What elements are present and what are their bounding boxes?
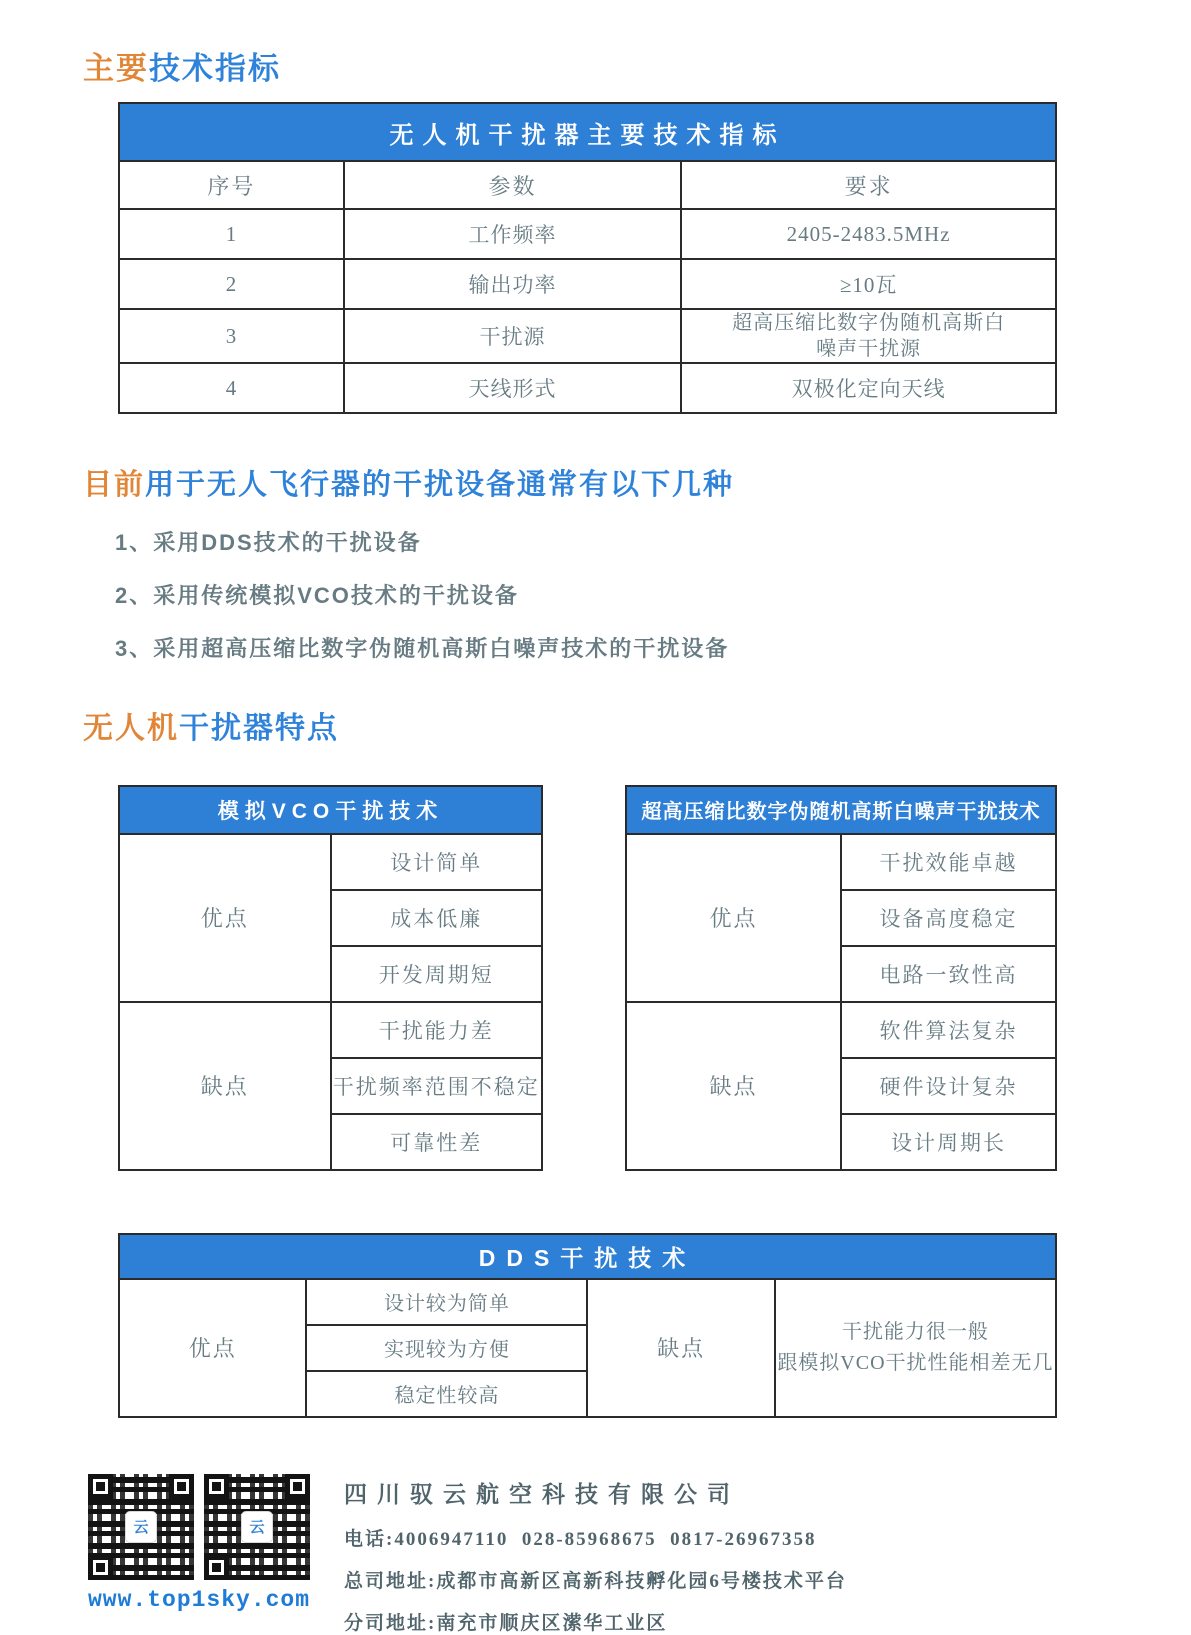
list-item: 1、采用DDS技术的干扰设备: [115, 529, 422, 555]
pros-label: 优点: [119, 1279, 306, 1417]
cons-label: 缺点: [119, 1002, 331, 1170]
pros-item: 设计较为简单: [306, 1279, 587, 1325]
topsky-logo-icon: [241, 1511, 273, 1543]
qr-finder-pattern: [285, 1474, 310, 1499]
cell-index: 4: [119, 363, 344, 413]
section-title-types: [83, 470, 1191, 502]
jammer-type-list: [115, 528, 1191, 664]
qr-finder-pattern: [204, 1474, 229, 1499]
cell-requirement: 双极化定向天线: [681, 363, 1056, 413]
qr-finder-pattern: [88, 1555, 113, 1580]
section-title-types-rest: 用于无人飞行器的干扰设备通常有以下几种: [145, 469, 735, 502]
pros-item: 成本低廉: [331, 890, 543, 946]
pros-item: 设备高度稳定: [841, 890, 1056, 946]
cons-item: 干扰能力差: [331, 1002, 543, 1058]
table-row: [119, 363, 1056, 413]
cons-label: 缺点: [626, 1002, 841, 1170]
qr-finder-pattern: [169, 1474, 194, 1499]
section-title-specs-highlight: 主要: [83, 51, 149, 86]
qr-finder-pattern: [204, 1555, 229, 1580]
section-title-types-highlight: 目前: [83, 469, 146, 502]
cons-item: [775, 1279, 1056, 1417]
spec-col-index: 序号: [119, 161, 344, 209]
section-title-features-highlight: 无人机: [83, 711, 179, 745]
qr-finder-pattern: [88, 1474, 113, 1499]
footer-company-info: [344, 1474, 847, 1635]
table-row: [119, 1002, 542, 1058]
list-item: 2、采用传统模拟VCO技术的干扰设备: [115, 582, 519, 608]
cell-requirement: ≥10瓦: [681, 259, 1056, 309]
qr-code-icon: [88, 1474, 194, 1580]
pros-item: 设计简单: [331, 834, 543, 890]
section-title-features-rest: 干扰器特点: [179, 711, 339, 745]
cell-requirement-text: 超高压缩比数字伪随机高斯白噪声干扰源: [732, 312, 1006, 361]
table-row: [119, 1279, 1056, 1325]
feature-tables-row: [118, 785, 1191, 1171]
phone-line: 电话:4006947110 028-85968675 0817-26967358: [344, 1528, 817, 1550]
table-row: [119, 259, 1056, 309]
footer: [88, 1474, 1191, 1635]
cell-parameter: 天线形式: [344, 363, 681, 413]
pros-label: 优点: [119, 834, 331, 1002]
table-row: [626, 834, 1056, 890]
website-link: www.top1sky.com: [88, 1586, 311, 1613]
table-row: [119, 834, 542, 890]
noise-table-title-bar: 超高压缩比数字伪随机高斯白噪声干扰技术: [626, 786, 1056, 834]
spec-table-title-bar: 无人机干扰器主要技术指标: [119, 103, 1056, 161]
company-name: 四川驭云航空科技有限公司: [344, 1481, 741, 1507]
cons-label: 缺点: [587, 1279, 774, 1417]
noise-table: [625, 785, 1057, 1171]
cons-item: 软件算法复杂: [841, 1002, 1056, 1058]
section-title-features: [83, 712, 1191, 745]
cell-requirement: [681, 309, 1056, 363]
pros-item: 开发周期短: [331, 946, 543, 1002]
cons-item: 可靠性差: [331, 1114, 543, 1170]
qr-code-icon: [204, 1474, 310, 1580]
topsky-logo-icon: [125, 1511, 157, 1543]
cons-item: 干扰频率范围不稳定: [331, 1058, 543, 1114]
spec-col-parameter: 参数: [344, 161, 681, 209]
table-row: [626, 1002, 1056, 1058]
pros-item: 干扰效能卓越: [841, 834, 1056, 890]
pros-item: 实现较为方便: [306, 1325, 587, 1371]
cell-parameter: 工作频率: [344, 209, 681, 259]
list-item: 3、采用超高压缩比数字伪随机高斯白噪声技术的干扰设备: [115, 635, 730, 661]
cell-requirement: 2405-2483.5MHz: [681, 209, 1056, 259]
pros-label: 优点: [626, 834, 841, 1002]
pros-item: 电路一致性高: [841, 946, 1056, 1002]
cell-index: 3: [119, 309, 344, 363]
section-title-specs: [83, 0, 1191, 86]
cons-item: 硬件设计复杂: [841, 1058, 1056, 1114]
cell-index: 1: [119, 209, 344, 259]
hq-address: 总司地址:成都市高新区高新科技孵化园6号楼技术平台: [344, 1570, 847, 1592]
branch-address: 分司地址:南充市顺庆区潆华工业区: [344, 1612, 668, 1634]
topsky-logo-glyph: 云: [249, 1519, 265, 1537]
cell-index: 2: [119, 259, 344, 309]
vco-table: [118, 785, 543, 1171]
cons-line-1: 干扰能力很一般: [841, 1320, 989, 1343]
dds-table: [118, 1233, 1057, 1418]
topsky-logo-glyph: 云: [133, 1519, 149, 1537]
spec-col-requirement: 要求: [681, 161, 1056, 209]
vco-table-title-bar: 模拟VCO干扰技术: [119, 786, 542, 834]
footer-left: [88, 1474, 310, 1613]
cons-line-2: 跟模拟VCO干扰性能相差无几: [777, 1351, 1054, 1374]
table-row: [119, 209, 1056, 259]
cell-parameter: 干扰源: [344, 309, 681, 363]
cell-parameter: 输出功率: [344, 259, 681, 309]
table-row: [119, 309, 1056, 363]
pros-item: 稳定性较高: [306, 1371, 587, 1417]
spec-table: [118, 102, 1057, 414]
dds-table-title-bar: DDS干扰技术: [119, 1234, 1056, 1279]
qr-code-group: [88, 1474, 310, 1580]
cons-item: 设计周期长: [841, 1114, 1056, 1170]
section-title-specs-rest: 技术指标: [149, 51, 281, 86]
